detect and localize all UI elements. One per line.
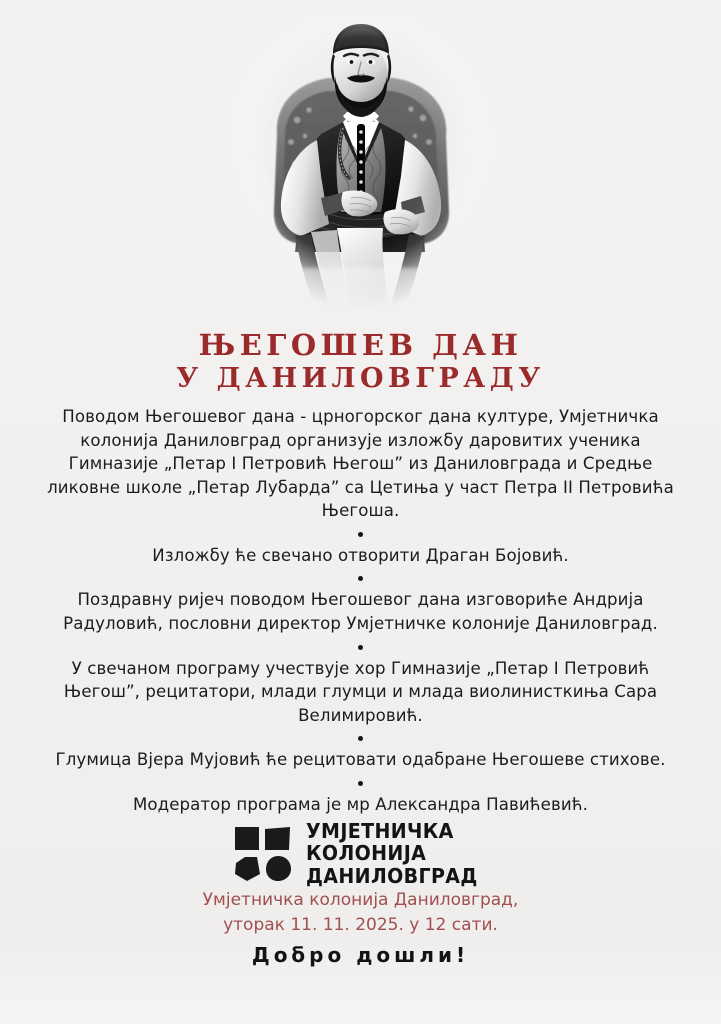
logo-line-2: КОЛОНИЈА: [306, 841, 427, 866]
bullet-separator: [358, 645, 363, 650]
announcement-body: [41, 405, 681, 816]
title-line-1: ЊЕГОШЕВ ДАН: [198, 328, 523, 362]
title-line-2: У ДАНИЛОВГРАДУ: [176, 363, 545, 395]
logo-line-1: УМЈЕТНИЧКА: [306, 819, 454, 843]
event-datetime: уторак 11. 11. 2025. у 12 сати.: [223, 914, 498, 935]
bullet-separator: [358, 781, 363, 786]
paragraph-opening: Изложбу ће свечано отворити Драган Бојовић.: [152, 545, 569, 565]
portrait-container: [0, 16, 721, 316]
njegos-portrait-image: [225, 16, 497, 316]
paragraph-program: У свечаном програму учествује хор Гимназије „Петар I Петровић Његош”, рецитатори, млади глумци и млада виолинисткиња Сара Велимировић.: [63, 658, 658, 725]
venue-and-time: [0, 888, 721, 937]
paragraph-intro: Поводом Његошевог дана - црногорског дана културе, Умјетничка колонија Даниловград организује изложбу даровитих ученика Гимназије „Петар I Петровић Његош” из Даниловграда и Средње ликовне школе „Петар Лубарда” са Цетиња у част Петра II Петровића Његоша.: [47, 407, 674, 521]
venue-name: Умјетничка колонија Даниловград,: [202, 890, 519, 910]
paragraph-recital: Глумица Вјера Мујовић ће рецитовати одабране Његошеве стихове.: [55, 750, 666, 770]
bullet-separator: [358, 532, 363, 537]
bullet-separator: [358, 576, 363, 581]
art-colony-mark-icon: [234, 826, 292, 882]
logo-line-3: ДАНИЛОВГРАД: [306, 863, 478, 888]
organization-logo: [0, 820, 721, 887]
page-title: [0, 330, 721, 393]
paragraph-moderator: Модератор програма је мр Александра Павићевић.: [132, 794, 589, 814]
bullet-separator: [358, 736, 363, 741]
welcome-message: Добро дошли!: [251, 943, 470, 967]
paragraph-greeting: Поздравну ријеч поводом Његошевог дана изговориће Андрија Радуловић, пословни директор Умјетничке колоније Даниловград.: [63, 590, 658, 633]
logo-wordmark: [306, 820, 487, 887]
